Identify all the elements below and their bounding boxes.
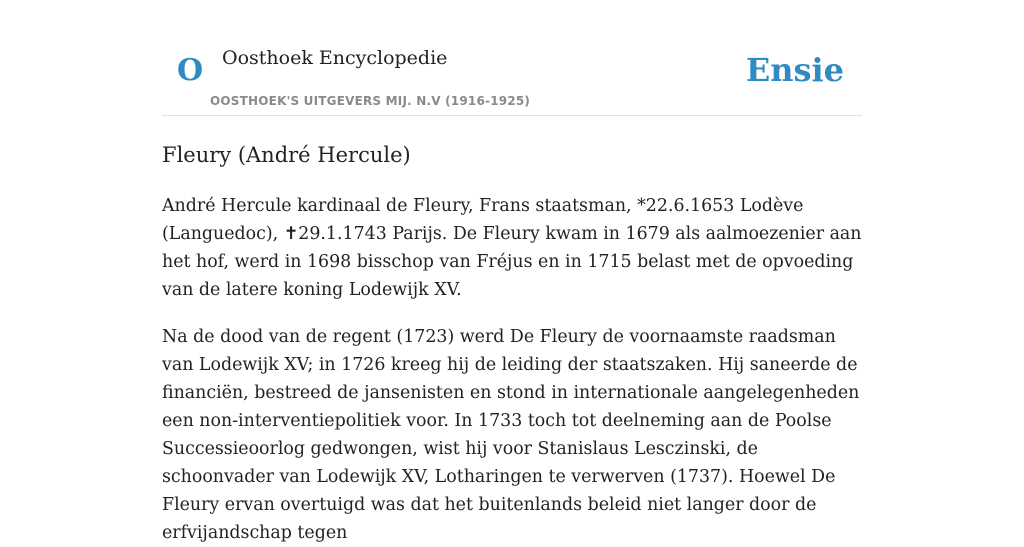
article-paragraph: Na de dood van de regent (1723) werd De Fleury de voornaamste raadsman van Lodewijk XV; in 1726 kreeg hij de leiding der staatszaken. Hij saneerde de financiën, bestreed de jansenisten en stond in internationale aangelegenheden een non-interventiepolitiek voor. In 1733 toch tot deelneming aan de Poolse Successieoorlog gedwongen, wist hij voor Stanislaus Lesczinski, de schoonvader van Lodewijk XV, Lotharingen te verwerven (1737). Hoewel De Fleury ervan overtuigd was dat het buitenlands beleid niet langer door de erfvijandschap tegen [162,327,860,543]
ensie-logo-link[interactable]: Ensie [745,51,844,89]
page [162,0,862,547]
article-body [162,192,862,547]
publisher-subtitle: OOSTHOEK'S UITGEVERS MIJ. N.V (1916-1925) [210,94,531,108]
site-title[interactable]: Oosthoek Encyclopedie [222,47,448,69]
article-title: Fleury (André Hercule) [162,143,411,167]
article-paragraph: André Hercule kardinaal de Fleury, Frans staatsman, *22.6.1653 Lodève (Languedoc), ✝29.1.1743 Parijs. De Fleury kwam in 1679 als aalmoezenier aan het hof, werd in 1698 bisschop van Fréjus en in 1715 belast met de opvoeding van de latere koning Lodewijk XV. [162,196,862,300]
logo-mark[interactable]: O [177,53,204,88]
site-header [162,41,862,116]
